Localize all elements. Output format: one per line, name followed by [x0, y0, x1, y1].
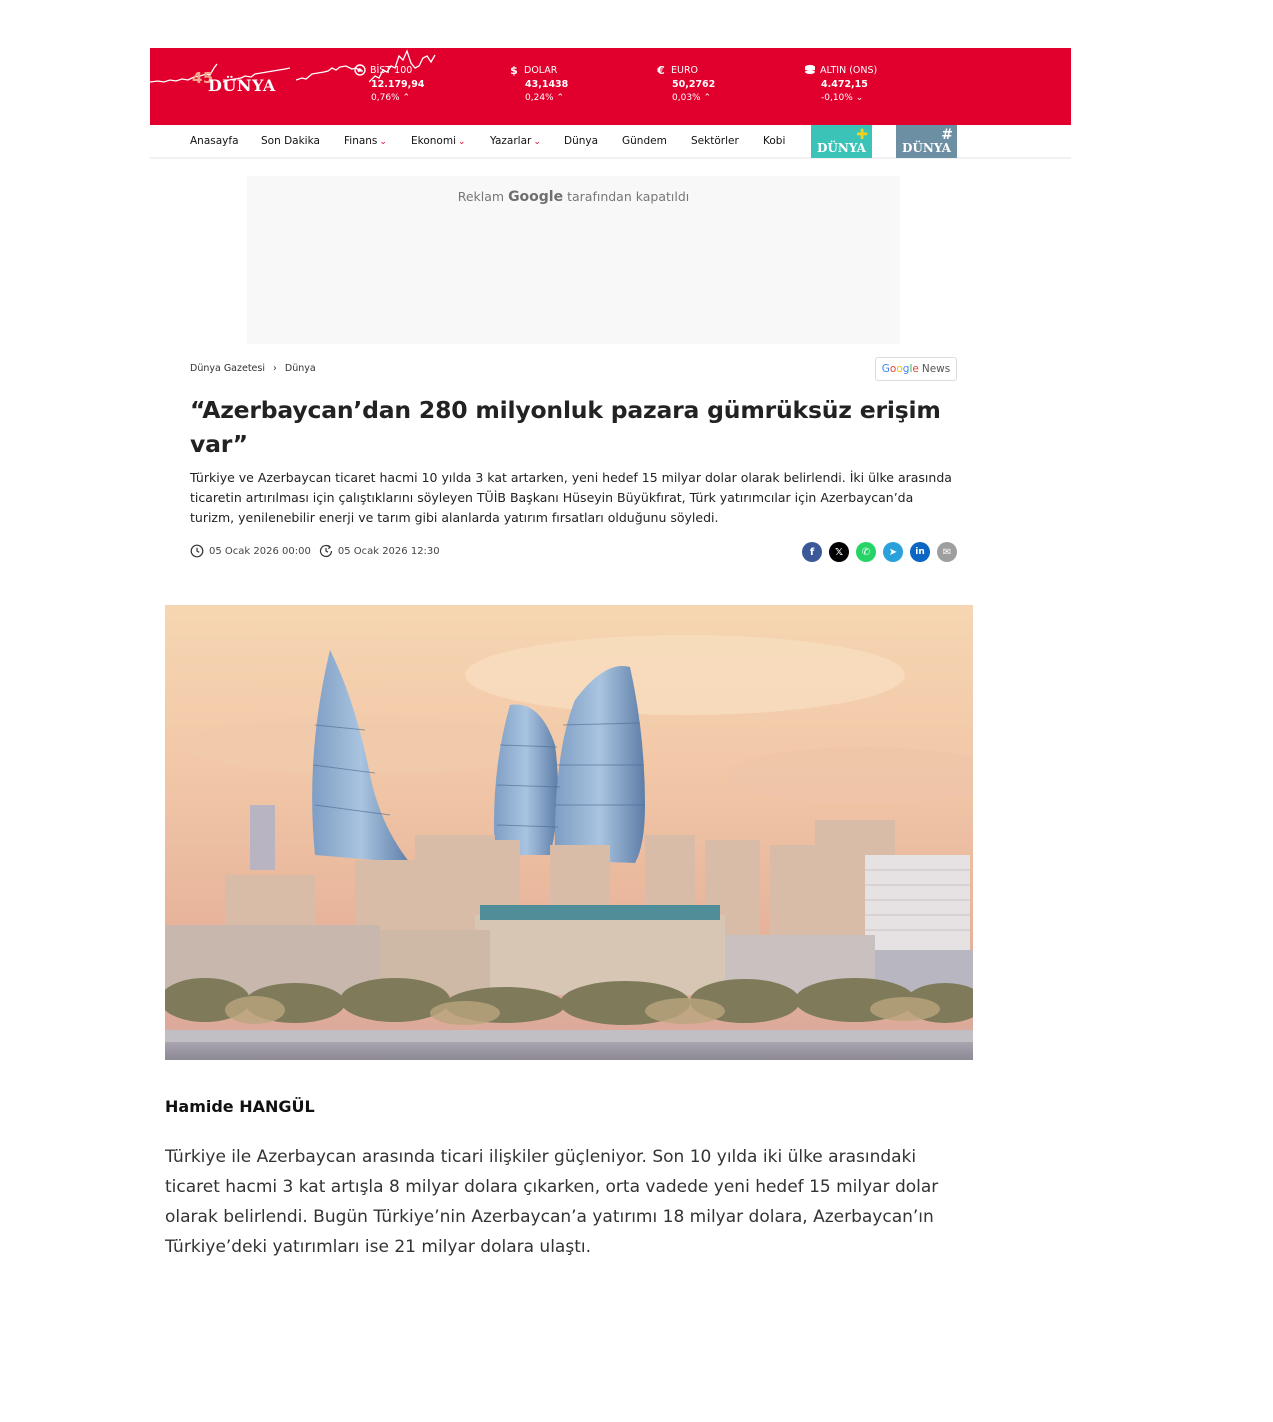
telegram-icon[interactable]: ➤ — [883, 542, 903, 562]
article-title: “Azerbaycan’dan 280 milyonluk pazara gümrüksüz erişim var” — [190, 396, 941, 458]
plus-icon: ✚ — [856, 127, 868, 143]
nav-item-son-dakika[interactable]: Son Dakika — [261, 135, 320, 147]
nav-item-kobi[interactable]: Kobi — [763, 135, 786, 147]
nav-item-finans[interactable]: Finans ⌄ — [344, 135, 387, 147]
baku-skyline-photo — [165, 605, 973, 1060]
ticker-change: 0,24% — [525, 93, 554, 103]
clock-icon — [190, 544, 204, 558]
ticker-bist100[interactable] — [354, 64, 425, 103]
market-ticker-bar — [150, 48, 1071, 125]
nav-item-gundem[interactable]: Gündem — [622, 135, 667, 147]
ticker-change: 0,76% — [371, 93, 400, 103]
article-body: Türkiye ile Azerbaycan arasında ticari ilişkiler güçleniyor. Son 10 yılda iki ülke arasındaki ticaret hacmi 3 kat artışla 8 milyar dolara çıkarken, orta vadede yeni hedef 15 milyar dolar olarak belirlendi. Bugün Türkiye’nin Azerbaycan’a yatırımı 18 milyar dolara, Azerbaycan’ın Türkiye’deki yatırımları ise 21 milyar dolara ulaştı. — [165, 1147, 939, 1257]
chevron-right-icon: › — [273, 363, 277, 374]
breadcrumb-link-dunya[interactable]: Dünya — [284, 363, 316, 374]
nav-item-ekonomi[interactable]: Ekonomi ⌄ — [411, 135, 466, 147]
nav-item-sektorler[interactable]: Sektörler — [691, 135, 739, 147]
article-dates — [190, 544, 440, 558]
ticker-value: 12.179,94 — [371, 79, 425, 90]
x-icon[interactable]: 𝕏 — [829, 542, 849, 562]
ticker-name: ALTIN (ONS) — [820, 64, 878, 76]
article-hero-image — [165, 605, 973, 1060]
dunya-hash-button[interactable]: # DÜNYA — [896, 125, 957, 158]
published-date: 05 Ocak 2026 00:00 — [209, 545, 311, 557]
chevron-down-icon: ⌄ — [533, 137, 541, 147]
main-navigation — [150, 125, 1071, 159]
linkedin-icon[interactable]: in — [910, 542, 930, 562]
ticker-name: EURO — [671, 64, 699, 76]
article-summary: Türkiye ve Azerbaycan ticaret hacmi 10 yılda 3 kat artarken, yeni hedef 15 milyar dolar olarak belirlendi. İki ülke arasında ticaretin artırılması için çalıştıklarını söyleyen TÜİB Başkanı Hüseyin Büyükfırat, Türk yatırımcılar için Azerbaycan’da turizm, yenilenebilir enerji ve tarım gibi alanlarda yatırım fırsatları olduğunu söyledi. — [190, 470, 952, 525]
dunya-logo[interactable]: 45 DÜNYA — [192, 69, 276, 95]
up-arrow-icon: ⌃ — [556, 93, 565, 103]
up-arrow-icon: ⌃ — [402, 93, 411, 103]
ticker-change: -0,10% — [821, 93, 853, 103]
hash-icon: # — [941, 127, 953, 143]
facebook-icon[interactable]: f — [802, 542, 822, 562]
ticker-change: 0,03% — [672, 93, 701, 103]
globe-icon — [354, 64, 366, 76]
ticker-name: BİST 100 — [370, 64, 413, 76]
share-buttons — [802, 542, 957, 562]
nav-item-yazarlar[interactable]: Yazarlar ⌄ — [490, 135, 541, 147]
ticker-value: 4.472,15 — [821, 79, 868, 90]
ticker-euro[interactable] — [655, 64, 715, 103]
ticker-name: DOLAR — [524, 64, 558, 76]
updated-clock-icon — [319, 544, 333, 558]
breadcrumb-link-dunya-gazetesi[interactable]: Dünya Gazetesi — [190, 363, 265, 374]
email-icon[interactable]: ✉ — [937, 542, 957, 562]
article-author[interactable]: Hamide HANGÜL — [165, 1097, 315, 1116]
up-arrow-icon: ⌃ — [703, 93, 712, 103]
nav-item-dunya[interactable]: Dünya — [564, 135, 599, 147]
dunya-plus-button[interactable]: ✚ DÜNYA — [811, 125, 872, 158]
coins-icon — [804, 64, 816, 76]
euro-icon: € — [657, 63, 665, 77]
whatsapp-icon[interactable]: ✆ — [856, 542, 876, 562]
ad-closed-message: Reklam Google tarafından kapatıldı — [457, 189, 690, 205]
ticker-value: 50,2762 — [672, 79, 716, 90]
nav-item-anasayfa[interactable]: Anasayfa — [190, 135, 239, 147]
chevron-down-icon: ⌄ — [379, 137, 387, 147]
down-arrow-icon: ⌄ — [855, 93, 864, 103]
chevron-down-icon: ⌄ — [458, 137, 466, 147]
ticker-value: 43,1438 — [525, 79, 569, 90]
dollar-icon: $ — [510, 63, 518, 77]
ad-placeholder — [247, 176, 900, 344]
breadcrumb — [190, 363, 316, 374]
ticker-dolar[interactable] — [508, 64, 568, 103]
updated-date: 05 Ocak 2026 12:30 — [337, 545, 440, 557]
google-news-button[interactable]: G o o g l e News — [875, 357, 957, 381]
ticker-altin[interactable] — [804, 64, 877, 103]
